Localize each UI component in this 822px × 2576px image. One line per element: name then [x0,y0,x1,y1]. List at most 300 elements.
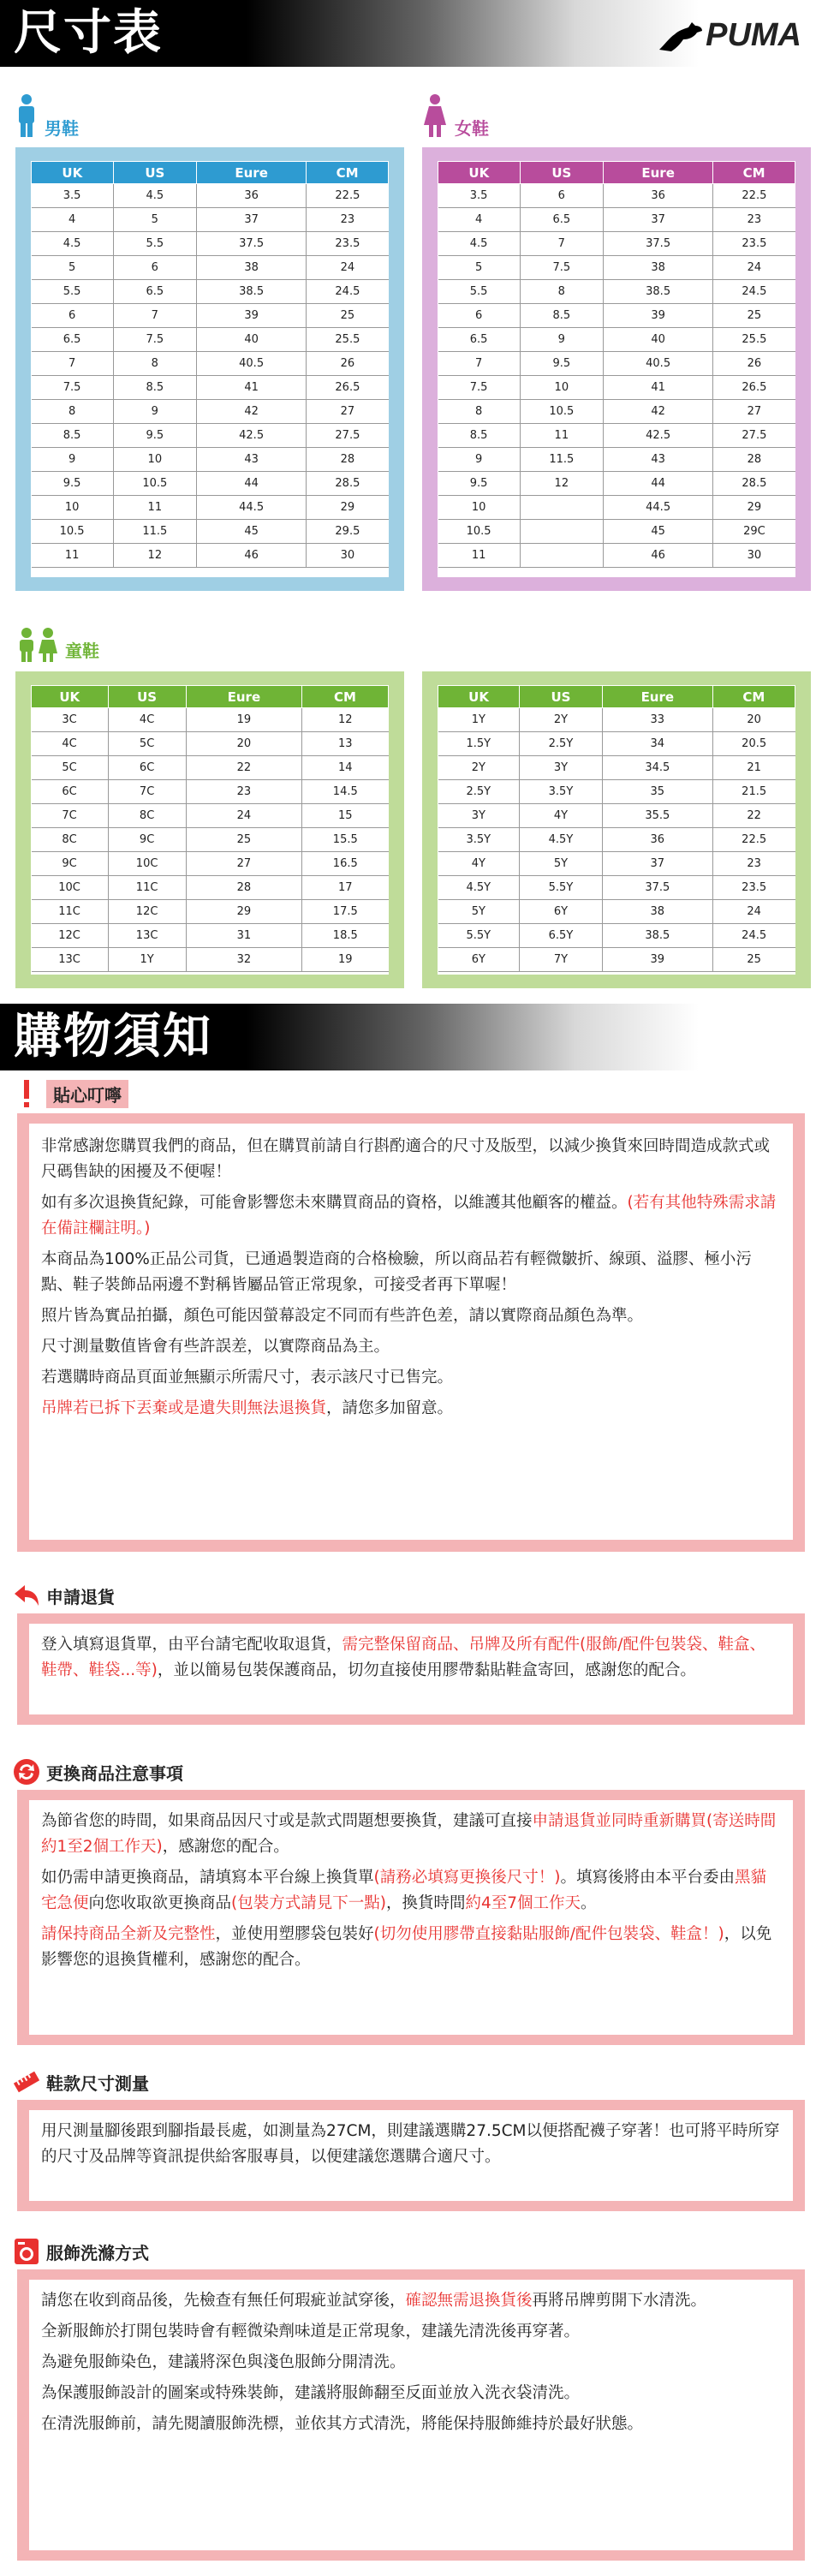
kids-right-col-header: UK [438,686,520,708]
table-cell: 10 [113,448,196,472]
table-cell: 8.5 [32,424,114,448]
return-text: 登入填寫退貨單，由平台請宅配收取退貨，需完整保留商品、吊牌及所有配件(服飾/配件包裝袋、鞋盒、鞋帶、鞋袋...等)，並以簡易包裝保護商品，切勿直接使用膠帶黏貼鞋盒寄回，感謝您的配合。 [41,1636,765,1679]
table-cell: 9 [438,448,521,472]
table-cell: 7 [113,304,196,328]
table-row [32,804,389,828]
table-cell: 6.5 [32,328,114,352]
table-cell: 6Y [438,948,520,972]
table-row [438,520,795,544]
table-cell: 29 [307,496,389,520]
measure-title: 鞋款尺寸測量 [46,2072,149,2094]
reminder-p6: 若選購時商品頁面並無顯示所需尺寸，表示該尺寸已售完。 [41,1368,454,1386]
table-cell: 6.5Y [520,924,603,948]
table-cell: 40 [603,328,712,352]
table-cell: 9.5 [113,424,196,448]
table-cell: 33 [602,708,712,732]
table-row [438,256,795,280]
women-size-table-frame [422,147,811,591]
table-cell: 24 [186,804,301,828]
table-cell: 5.5Y [438,924,520,948]
exchange-p3: 請保持商品全新及完整性，並使用塑膠袋包裝好(切勿使用膠帶直接黏貼服飾/配件包裝袋、鞋盒！)，以免影響您的退換貨權利，感謝您的配合。 [41,1925,772,1969]
table-cell: 14 [302,756,389,780]
table-cell: 44 [603,472,712,496]
table-row [438,924,795,948]
table-cell: 11.5 [113,520,196,544]
table-cell: 25.5 [307,328,389,352]
table-cell: 1Y [108,948,186,972]
table-cell: 6 [438,304,521,328]
table-cell: 2.5Y [438,780,520,804]
table-row [32,472,389,496]
table-cell: 20 [712,708,795,732]
table-cell: 27 [186,852,301,876]
women-col-header: UK [438,162,521,184]
table-cell: 12C [108,900,186,924]
wash-title: 服飾洗滌方式 [46,2242,149,2263]
table-row [32,328,389,352]
table-cell: 22.5 [307,184,389,208]
table-cell: 9 [113,400,196,424]
table-cell: 10.5 [32,520,114,544]
table-cell: 16.5 [302,852,389,876]
table-row [438,804,795,828]
table-cell: 26 [713,352,795,376]
table-cell: 9.5 [32,472,114,496]
table-cell: 7C [32,804,109,828]
table-row [438,184,795,208]
table-cell: 22 [712,804,795,828]
table-cell: 3.5 [32,184,114,208]
kids-icon [15,628,60,662]
men-label [15,92,79,140]
kids-right-col-header: CM [712,686,795,708]
kids-label-text: 童鞋 [65,641,99,661]
table-cell: 9C [108,828,186,852]
table-cell: 28 [307,448,389,472]
men-size-table-frame [15,147,404,591]
table-cell: 15.5 [302,828,389,852]
table-cell: 6 [32,304,114,328]
return-box [29,1624,793,1714]
table-cell: 5.5 [438,280,521,304]
table-cell: 20.5 [712,732,795,756]
table-row [438,352,795,376]
washing-machine-icon [12,2237,41,2266]
table-cell: 8 [438,400,521,424]
table-cell: 38 [196,256,306,280]
table-row [32,280,389,304]
table-cell: 35 [602,780,712,804]
exclamation-icon [12,1079,41,1108]
table-cell: 10C [108,852,186,876]
table-cell: 44.5 [603,496,712,520]
reminder-p2: 如有多次退換貨紀錄，可能會影響您未來購買商品的資格，以維護其他顧客的權益。(若有其他特殊需求請在備註欄註明。) [41,1194,777,1237]
table-cell: 23 [712,852,795,876]
table-cell: 15 [302,804,389,828]
kids-size-table-right [438,685,795,972]
table-cell: 3.5Y [520,780,603,804]
table-cell: 5 [113,208,196,232]
table-cell: 11 [520,424,603,448]
table-cell: 4.5 [438,232,521,256]
table-row [438,280,795,304]
table-cell: 29C [713,520,795,544]
exchange-heading [12,1757,183,1786]
table-cell: 27 [307,400,389,424]
reminder-p4: 照片皆為實品拍攝，顏色可能因螢幕設定不同而有些許色差，請以實際商品顏色為準。 [41,1307,644,1325]
kids-label [15,627,99,662]
table-cell: 22.5 [712,828,795,852]
table-cell: 8.5 [438,424,521,448]
table-cell: 24.5 [307,280,389,304]
table-cell: 28.5 [713,472,795,496]
table-cell: 8 [32,400,114,424]
table-cell: 41 [196,376,306,400]
table-cell: 6.5 [438,328,521,352]
table-cell: 23 [186,780,301,804]
table-cell: 41 [603,376,712,400]
return-heading [12,1581,115,1610]
table-cell: 8 [113,352,196,376]
woman-icon [422,94,448,139]
table-cell: 9C [32,852,109,876]
table-cell: 1.5Y [438,732,520,756]
exchange-box [29,1800,793,2035]
table-cell: 20 [186,732,301,756]
table-cell: 10 [520,376,603,400]
table-cell: 23.5 [713,232,795,256]
table-cell: 3.5 [438,184,521,208]
man-icon [15,94,38,139]
puma-logo [658,17,801,54]
table-row [32,496,389,520]
women-label-text: 女鞋 [455,118,489,139]
kids-left-col-header: Eure [186,686,301,708]
table-cell: 28 [186,876,301,900]
table-cell: 37.5 [196,232,306,256]
table-cell: 43 [196,448,306,472]
table-cell: 25 [713,304,795,328]
table-cell: 7.5 [113,328,196,352]
table-cell: 9.5 [520,352,603,376]
table-cell: 24 [307,256,389,280]
table-cell: 28 [713,448,795,472]
table-cell: 13C [108,924,186,948]
table-row [438,708,795,732]
table-cell: 9.5 [438,472,521,496]
table-cell: 4C [108,708,186,732]
table-cell: 19 [186,708,301,732]
table-cell: 6.5 [520,208,603,232]
table-cell: 39 [196,304,306,328]
table-cell: 42 [603,400,712,424]
wash-p5: 在清洗服飾前，請先閱讀服飾洗標，並依其方式清洗，將能保持服飾維持於最好狀態。 [41,2415,644,2433]
table-cell: 7 [520,232,603,256]
return-title: 申請退貨 [46,1586,115,1607]
table-cell: 44.5 [196,496,306,520]
table-row [32,828,389,852]
women-size-table [438,161,795,568]
table-cell: 26.5 [307,376,389,400]
table-cell: 25 [186,828,301,852]
kids-right-col-header: Eure [602,686,712,708]
table-cell: 2Y [520,708,603,732]
kids-size-table-frame-right [422,671,811,988]
table-row [32,184,389,208]
table-cell: 40 [196,328,306,352]
table-cell: 21 [712,756,795,780]
table-cell: 34 [602,732,712,756]
table-cell: 37.5 [603,232,712,256]
kids-right-header-row [438,686,795,708]
women-col-header: CM [713,162,795,184]
table-row [438,232,795,256]
men-header-row [32,162,389,184]
table-cell: 29.5 [307,520,389,544]
table-cell: 40.5 [603,352,712,376]
women-label [422,92,489,140]
table-cell: 2Y [438,756,520,780]
table-row [32,948,389,972]
table-cell: 29 [713,496,795,520]
men-size-table [31,161,389,568]
table-cell: 45 [196,520,306,544]
table-row [438,376,795,400]
table-cell: 11C [32,900,109,924]
table-cell: 25 [712,948,795,972]
table-cell: 38.5 [196,280,306,304]
table-cell: 22 [186,756,301,780]
table-cell: 36 [602,828,712,852]
table-cell: 11 [113,496,196,520]
table-cell: 22.5 [713,184,795,208]
table-cell: 25.5 [713,328,795,352]
table-cell: 7.5 [520,256,603,280]
table-cell: 46 [603,544,712,568]
table-cell: 5 [32,256,114,280]
table-cell: 10C [32,876,109,900]
table-row [438,828,795,852]
table-cell: 2.5Y [520,732,603,756]
table-cell: 4Y [438,852,520,876]
table-cell: 1Y [438,708,520,732]
table-row [32,900,389,924]
table-cell: 3C [32,708,109,732]
table-cell: 27 [713,400,795,424]
purchase-notice-title: 購物須知 [14,1009,212,1064]
table-cell: 4Y [520,804,603,828]
table-cell: 24 [713,256,795,280]
table-cell: 3Y [520,756,603,780]
kids-size-table-frame-left [15,671,404,988]
table-row [32,732,389,756]
table-cell: 5C [108,732,186,756]
table-cell: 38 [603,256,712,280]
table-cell: 30 [307,544,389,568]
table-cell: 12 [113,544,196,568]
table-cell: 12 [520,472,603,496]
table-cell [520,544,603,568]
table-cell [520,520,603,544]
table-row [32,924,389,948]
table-cell: 21.5 [712,780,795,804]
table-cell: 37 [603,208,712,232]
table-cell: 40.5 [196,352,306,376]
table-cell: 6 [520,184,603,208]
table-row [438,328,795,352]
table-cell: 7Y [520,948,603,972]
table-cell: 35.5 [602,804,712,828]
measure-text: 用尺測量腳後跟到腳指最長處，如測量為27CM，則建議選購27.5CM以便搭配襪子穿著！也可將平時所穿的尺寸及品牌等資訊提供給客服專員，以便建議您選購合適尺寸。 [41,2122,780,2166]
table-cell: 46 [196,544,306,568]
table-cell [520,496,603,520]
table-row [32,400,389,424]
table-row [32,852,389,876]
table-row [438,400,795,424]
table-row [438,304,795,328]
kids-left-col-header: US [108,686,186,708]
table-cell: 4.5 [113,184,196,208]
table-row [32,780,389,804]
women-col-header: Eure [603,162,712,184]
table-cell: 42.5 [603,424,712,448]
table-cell: 5Y [438,900,520,924]
table-cell: 9 [520,328,603,352]
table-cell: 4C [32,732,109,756]
table-row [438,496,795,520]
table-cell: 5.5 [32,280,114,304]
table-row [438,780,795,804]
men-label-text: 男鞋 [45,118,79,139]
table-row [32,544,389,568]
table-cell: 19 [302,948,389,972]
table-row [438,472,795,496]
table-cell: 32 [186,948,301,972]
table-cell: 43 [603,448,712,472]
table-cell: 28.5 [307,472,389,496]
wash-p2: 全新服飾於打開包裝時會有輕微染劑味道是正常現象，建議先清洗後再穿著。 [41,2323,581,2340]
table-cell: 11.5 [520,448,603,472]
table-cell: 8C [32,828,109,852]
puma-brand-text: PUMA [706,17,801,53]
table-cell: 23 [713,208,795,232]
table-cell: 36 [603,184,712,208]
table-cell: 37 [602,852,712,876]
table-cell: 13C [32,948,109,972]
table-cell: 11 [32,544,114,568]
table-cell: 13 [302,732,389,756]
table-cell: 11C [108,876,186,900]
table-cell: 38.5 [602,924,712,948]
table-row [32,352,389,376]
size-chart-title: 尺寸表 [14,5,163,61]
table-cell: 10.5 [438,520,521,544]
table-cell: 4 [32,208,114,232]
table-cell: 7 [438,352,521,376]
table-cell: 24.5 [713,280,795,304]
table-cell: 10.5 [520,400,603,424]
table-row [438,208,795,232]
table-row [32,424,389,448]
table-row [32,756,389,780]
table-cell: 6C [32,780,109,804]
wash-heading [12,2237,149,2266]
size-chart-banner [0,0,822,67]
table-row [438,732,795,756]
table-cell: 23.5 [712,876,795,900]
table-cell: 3.5Y [438,828,520,852]
table-cell: 29 [186,900,301,924]
table-cell: 23 [307,208,389,232]
table-cell: 27.5 [307,424,389,448]
table-row [438,424,795,448]
table-cell: 18.5 [302,924,389,948]
table-row [32,208,389,232]
reminder-p5: 尺寸測量數值皆會有些許誤差，以實際商品為主。 [41,1338,390,1356]
table-cell: 5.5 [113,232,196,256]
table-cell: 39 [602,948,712,972]
table-cell: 25 [307,304,389,328]
table-cell: 34.5 [602,756,712,780]
table-cell: 37 [196,208,306,232]
puma-cat-icon [658,19,704,53]
kids-left-col-header: CM [302,686,389,708]
men-col-header: Eure [196,162,306,184]
table-cell: 36 [196,184,306,208]
measure-heading [12,2067,149,2096]
exchange-p1: 為節省您的時間，如果商品因尺寸或是款式問題想要換貨，建議可直接申請退貨並同時重新購買(寄送時間約1至2個工作天)，感謝您的配合。 [41,1812,777,1856]
table-cell: 7.5 [32,376,114,400]
table-cell: 14.5 [302,780,389,804]
women-col-header: US [520,162,603,184]
table-row [438,448,795,472]
table-cell: 5.5Y [520,876,603,900]
table-row [438,876,795,900]
table-cell: 12 [302,708,389,732]
table-cell: 4.5Y [520,828,603,852]
return-arrow-icon [12,1581,41,1610]
table-cell: 8C [108,804,186,828]
table-cell: 11 [438,544,521,568]
table-cell: 6 [113,256,196,280]
table-row [32,708,389,732]
table-cell: 4 [438,208,521,232]
table-cell: 31 [186,924,301,948]
table-cell: 8.5 [113,376,196,400]
kids-size-table-left [31,685,389,972]
men-col-header: US [113,162,196,184]
ruler-icon [12,2067,41,2096]
table-row [438,544,795,568]
table-cell: 42.5 [196,424,306,448]
table-cell: 38 [602,900,712,924]
wash-p4: 為保護服飾設計的圖案或特殊裝飾，建議將服飾翻至反面並放入洗衣袋清洗。 [41,2384,581,2402]
kids-left-col-header: UK [32,686,109,708]
table-cell: 45 [603,520,712,544]
table-cell: 6C [108,756,186,780]
table-cell: 6Y [520,900,603,924]
reminder-p7: 吊牌若已拆下丟棄或是遺失則無法退換貨，請您多加留意。 [41,1399,454,1417]
purchase-notice-banner [0,1004,822,1070]
kids-left-header-row [32,686,389,708]
wash-p1: 請您在收到商品後，先檢查有無任何瑕疵並試穿後，確認無需退換貨後再將吊牌剪開下水清洗。 [41,2292,707,2310]
table-row [438,756,795,780]
table-cell: 4.5 [32,232,114,256]
table-cell: 17 [302,876,389,900]
table-cell: 17.5 [302,900,389,924]
reminder-heading [12,1079,128,1108]
wash-p3: 為避免服飾染色，建議將深色與淺色服飾分開清洗。 [41,2353,406,2371]
